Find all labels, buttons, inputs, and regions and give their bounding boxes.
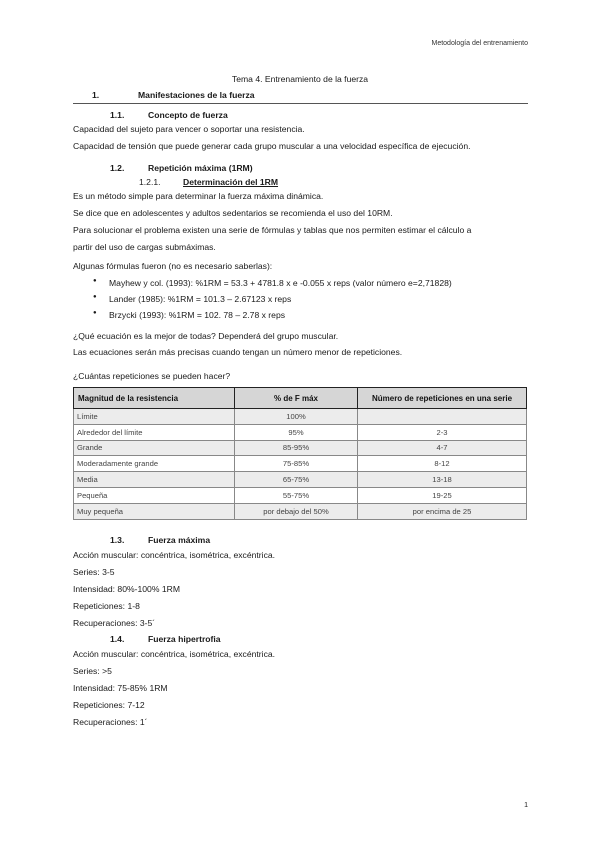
table-cell: 65-75%	[235, 472, 358, 488]
table-cell: 85-95%	[235, 440, 358, 456]
table-cell: 55-75%	[235, 487, 358, 503]
table-header-row	[74, 388, 527, 409]
text-line: Para solucionar el problema existen una serie de fórmulas y tablas que nos permiten estimar el cálculo a	[73, 225, 472, 235]
text-line: Se dice que en adolescentes y adultos sedentarios se recomienda el uso del 10RM.	[73, 208, 393, 218]
text-line: Series: >5	[73, 666, 112, 676]
table-cell: por encima de 25	[358, 503, 527, 519]
subsection-title: Concepto de fuerza	[148, 110, 228, 120]
table-row	[74, 487, 527, 503]
table-cell: 4-7	[358, 440, 527, 456]
text-line: Es un método simple para determinar la fuerza máxima dinámica.	[73, 191, 324, 201]
table-cell: 19-25	[358, 487, 527, 503]
table-cell: 13-18	[358, 472, 527, 488]
text-line: Recuperaciones: 3-5´	[73, 618, 156, 628]
table-cell: 95%	[235, 424, 358, 440]
table-cell: por debajo del 50%	[235, 503, 358, 519]
table-header-cell: % de F máx	[235, 388, 358, 409]
answer-text: Las ecuaciones serán más precisas cuando tengan un número menor de repeticiones.	[73, 347, 403, 357]
text-line: Intensidad: 75-85% 1RM	[73, 683, 168, 693]
table-row	[74, 472, 527, 488]
text-line: partir del uso de cargas submáximas.	[73, 242, 216, 252]
table-header-cell: Magnitud de la resistencia	[74, 388, 235, 409]
table-row	[74, 440, 527, 456]
table-cell: Moderadamente grande	[74, 456, 235, 472]
text-line: Recuperaciones: 1´	[73, 717, 148, 727]
section-title: Manifestaciones de la fuerza	[138, 90, 255, 100]
hypertrophy-text	[73, 646, 528, 731]
formula-item: ● Brzycki (1993): %1RM = 102. 78 – 2.78 x reps	[109, 310, 285, 320]
subsection-number: 1.1.	[110, 110, 125, 120]
document-title: Tema 4. Entrenamiento de la fuerza	[231, 74, 369, 84]
table-row	[74, 503, 527, 519]
table-cell: 8-12	[358, 456, 527, 472]
text-line: Repeticiones: 7-12	[73, 700, 145, 710]
table-cell: Límite	[74, 409, 235, 425]
resistance-table	[73, 387, 527, 520]
concept-text	[73, 121, 528, 155]
text-line: Capacidad de tensión que puede generar cada grupo muscular a una velocidad específica de ejecución.	[73, 141, 471, 151]
subsubsection-title: Determinación del 1RM	[183, 177, 279, 187]
text-line: Capacidad del sujeto para vencer o soportar una resistencia.	[73, 124, 305, 134]
table-cell: Media	[74, 472, 235, 488]
text-line: Repeticiones: 1-8	[73, 601, 140, 611]
subsection-title: Fuerza hipertrofia	[148, 634, 221, 644]
text-line: Acción muscular: concéntrica, isométrica, excéntrica.	[73, 649, 276, 659]
question-text: ¿Qué ecuación es la mejor de todas? Dependerá del grupo muscular.	[73, 331, 339, 341]
reps-question: ¿Cuántas repeticiones se pueden hacer?	[73, 371, 231, 381]
formulas-intro: Algunas fórmulas fueron (no es necesario saberlas):	[73, 261, 273, 271]
table-cell: Pequeña	[74, 487, 235, 503]
formula-item: ● Mayhew y col. (1993): %1RM = 53.3 + 4781.8 x e -0.055 x reps (valor número e=2,71828)	[109, 278, 452, 288]
table-cell	[358, 409, 527, 425]
table-cell: 2-3	[358, 424, 527, 440]
table-cell: Muy pequeña	[74, 503, 235, 519]
max-strength-text	[73, 547, 528, 632]
table-header-cell: Número de repeticiones en una serie	[358, 388, 527, 409]
subsection-title: Fuerza máxima	[148, 535, 211, 545]
subsection-number: 1.2.	[110, 163, 125, 173]
table-row	[74, 456, 527, 472]
page-number: 1	[524, 802, 528, 809]
section-number: 1.	[92, 90, 100, 100]
table-row	[74, 409, 527, 425]
subsection-title: Repetición máxima (1RM)	[148, 163, 253, 173]
running-header: Metodología del entrenamiento	[431, 40, 528, 47]
subsection-number: 1.4.	[110, 634, 125, 644]
rm-text	[73, 188, 528, 256]
subsubsection-number: 1.2.1.	[139, 177, 161, 187]
text-line: Acción muscular: concéntrica, isométrica, excéntrica.	[73, 550, 276, 560]
table-cell: Alrededor del límite	[74, 424, 235, 440]
table-row	[74, 424, 527, 440]
section-divider	[73, 103, 528, 104]
text-line: Intensidad: 80%-100% 1RM	[73, 584, 181, 594]
subsection-number: 1.3.	[110, 535, 125, 545]
text-line: Series: 3-5	[73, 567, 115, 577]
table-cell: 100%	[235, 409, 358, 425]
table-cell: 75-85%	[235, 456, 358, 472]
table-cell: Grande	[74, 440, 235, 456]
formula-item: ● Lander (1985): %1RM = 101.3 – 2.67123 x reps	[109, 294, 291, 304]
